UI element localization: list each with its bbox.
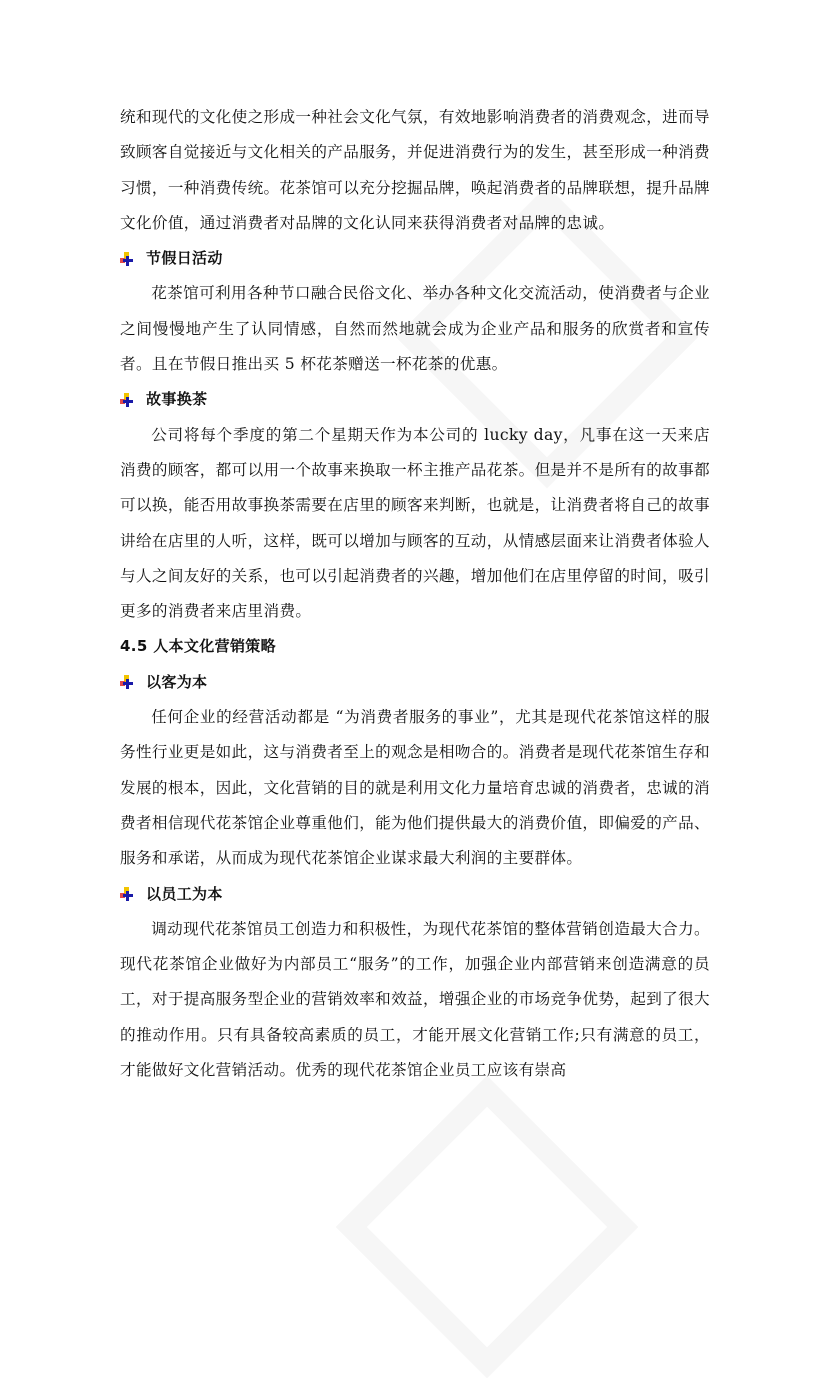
paragraph-customer-first: 任何企业的经营活动都是 “为消费者服务的事业”，尤其是现代花茶馆这样的服务性行业更是如此，这与消费者至上的观念是相吻合的。消费者是现代花茶馆生存和发展的根本，因此，文化营销的目的就是利用文化力量培育忠诚的消费者，忠诚的消费者相信现代花茶馆企业尊重他们，能为他们提供最大的消费价值，即偏爱的产品、服务和承诺，从而成为现代花茶馆企业谋求最大利润的主要群体。: [120, 708, 710, 868]
watermark-logo: [336, 1076, 639, 1378]
bullet-heading-story-for-tea: [120, 382, 710, 417]
heading-label: 节假日活动: [146, 249, 223, 268]
heading-label: 故事换茶: [146, 390, 208, 409]
paragraph-employee-first: 调动现代花茶馆员工创造力和积极性，为现代花茶馆的整体营销创造最大合力。现代花茶馆企业做好为内部员工“服务”的工作，加强企业内部营销来创造满意的员工，对于提高服务型企业的营销效率和效益，增强企业的市场竞争优势，起到了很大的推动作用。只有具备较高素质的员工，才能开展文化营销工作;只有满意的员工，才能做好文化营销活动。优秀的现代花茶馆企业员工应该有崇高: [120, 919, 710, 1080]
paragraph-brand-culture: 统和现代的文化使之形成一种社会文化气氛，有效地影响消费者的消费观念，进而导致顾客自觉接近与文化相关的产品服务，并促进消费行为的发生，甚至形成一种消费习惯，一种消费传统。花茶馆可以充分挖掘品牌，唤起消费者的品牌联想，提升品牌文化价值，通过消费者对品牌的文化认同来获得消费者对品牌的忠诚。: [120, 108, 710, 232]
bullet-arrow-icon: [120, 887, 134, 901]
document-page: [120, 100, 710, 1088]
bullet-heading-employee-first: [120, 877, 710, 912]
section-heading-4-5: 4.5 人本文化营销策略: [120, 637, 276, 656]
bullet-arrow-icon: [120, 252, 134, 266]
heading-label: 以客为本: [146, 672, 208, 691]
bullet-arrow-icon: [120, 675, 134, 689]
bullet-arrow-icon: [120, 393, 134, 407]
bullet-heading-customer-first: [120, 665, 710, 700]
paragraph-story-for-tea: 公司将每个季度的第二个星期天作为本公司的 lucky day，凡事在这一天来店消费的顾客，都可以用一个故事来换取一杯主推产品花茶。但是并不是所有的故事都可以换，能否用故事换茶需要在店里的顾客来判断，也就是，让消费者将自己的故事讲给在店里的人听，这样，既可以增加与顾客的互动，从情感层面来让消费者体验人与人之间友好的关系，也可以引起消费者的兴趣，增加他们在店里停留的时间，吸引更多的消费者来店里消费。: [120, 425, 710, 621]
paragraph-holiday-events: 花茶馆可利用各种节口融合民俗文化、举办各种文化交流活动，使消费者与企业之间慢慢地产生了认同情感，自然而然地就会成为企业产品和服务的欣赏者和宣传者。且在节假日推出买 5 杯花茶赠送一杯花茶的优惠。: [120, 284, 710, 374]
heading-label: 以员工为本: [146, 884, 223, 903]
bullet-heading-holiday-events: [120, 241, 710, 276]
